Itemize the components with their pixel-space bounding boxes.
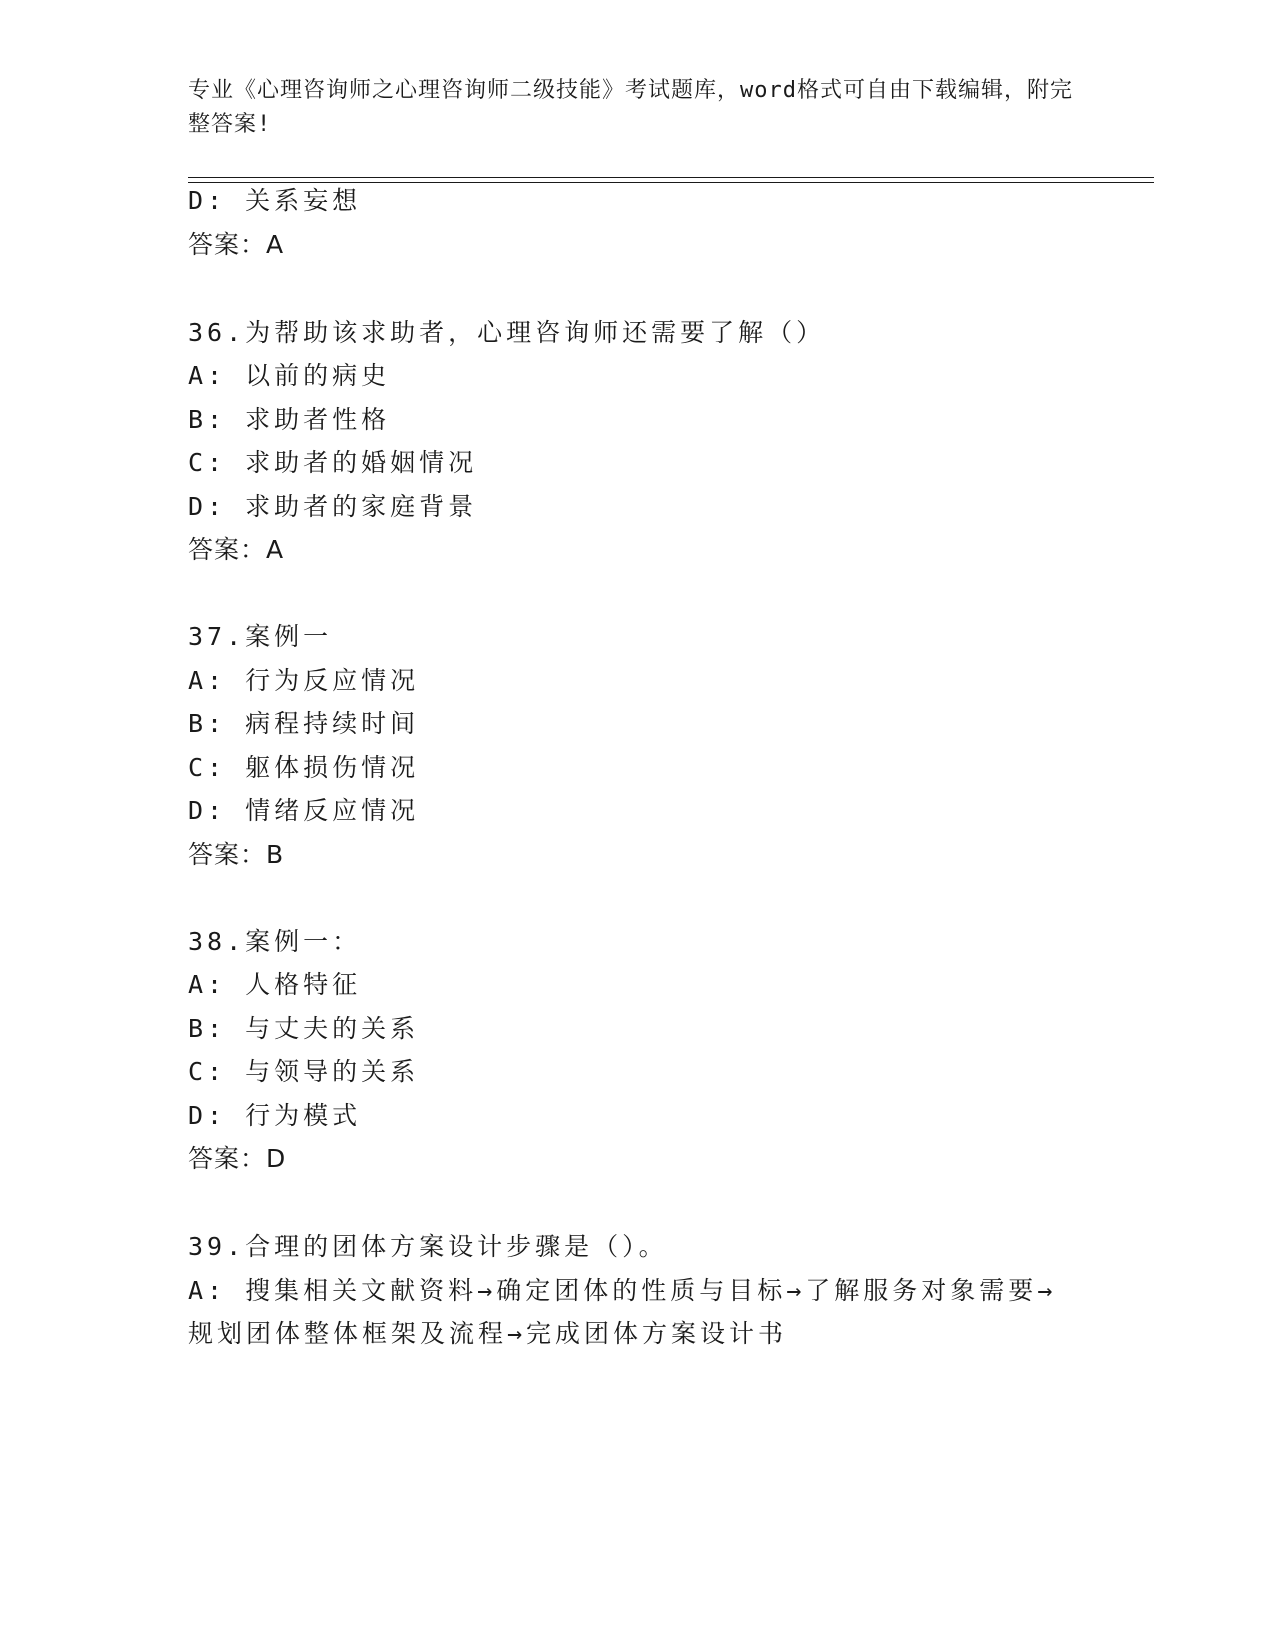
option-b: B: 病程持续时间 (188, 709, 420, 738)
option-c: C: 求助者的婚姻情况 (188, 448, 478, 477)
option-d: D: 行为模式 (188, 1101, 362, 1130)
answer-line: 答案：B (188, 840, 285, 869)
option-a: A: 以前的病史 (188, 361, 391, 390)
option-a: A: 人格特征 (188, 970, 362, 999)
option-a-continued: 规划团体整体框架及流程→完成团体方案设计书 (188, 1319, 788, 1348)
answer-line: 答案：A (188, 230, 285, 259)
header-divider-top (188, 177, 1154, 178)
option-b: B: 求助者性格 (188, 405, 391, 434)
option-d: D: 求助者的家庭背景 (188, 492, 478, 521)
option-b: B: 与丈夫的关系 (188, 1014, 420, 1043)
question-stem: 36.为帮助该求助者，心理咨询师还需要了解（） (188, 318, 826, 347)
answer-line: 答案：D (188, 1144, 287, 1173)
question-stem: 37.案例一 (188, 622, 333, 651)
question-stem: 38.案例一： (188, 927, 362, 956)
option-a: A: 行为反应情况 (188, 666, 420, 695)
header-divider-bottom (188, 182, 1154, 183)
option-a: A: 搜集相关文献资料→确定团体的性质与目标→了解服务对象需要→ (188, 1276, 1057, 1305)
answer-line: 答案：A (188, 535, 285, 564)
option-c: C: 躯体损伤情况 (188, 753, 420, 782)
option-c: C: 与领导的关系 (188, 1057, 420, 1086)
document-header: 专业《心理咨询师之心理咨询师二级技能》考试题库，word格式可自由下载编辑，附完整答案! (188, 78, 1073, 137)
option-d: D: 关系妄想 (188, 186, 362, 215)
question-stem: 39.合理的团体方案设计步骤是（）。 (188, 1232, 668, 1261)
option-d: D: 情绪反应情况 (188, 796, 420, 825)
